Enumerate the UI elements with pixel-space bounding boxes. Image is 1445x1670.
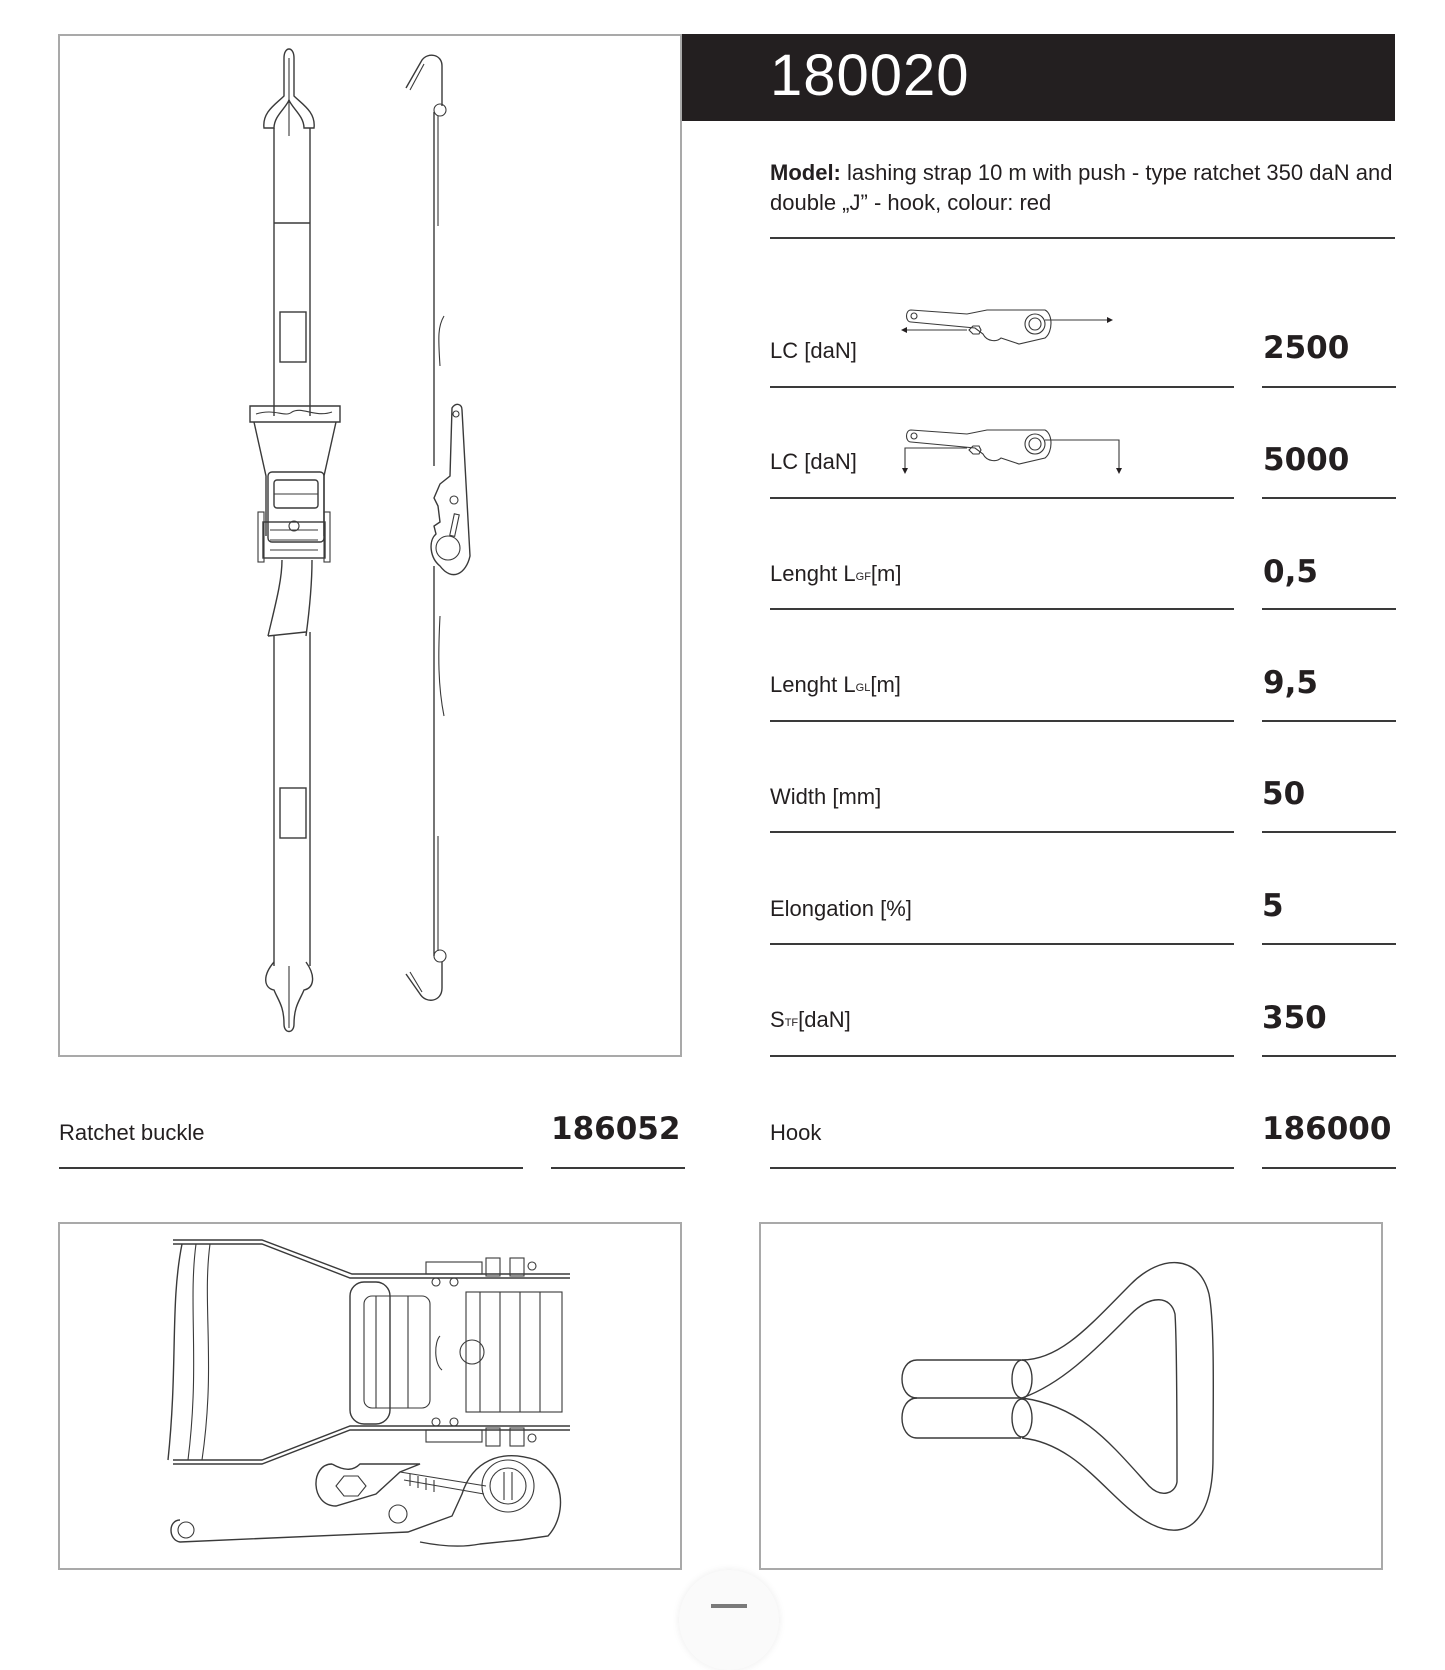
label-unit: [m] <box>870 672 901 697</box>
ratchet-buckle-drawing <box>60 1224 680 1568</box>
divider <box>1262 720 1396 722</box>
product-title-bar <box>682 34 1395 121</box>
divider <box>770 386 1234 388</box>
double-j-hook-drawing <box>761 1224 1381 1568</box>
spec-value: 350 <box>1262 1000 1327 1036</box>
hook-drawing-frame <box>759 1222 1383 1570</box>
model-label: Model: <box>770 160 841 185</box>
bottom-hook-front <box>266 962 313 1032</box>
spec-value: 5 <box>1262 888 1284 924</box>
collapse-button[interactable] <box>679 1570 779 1670</box>
component-label: Ratchet buckle <box>59 1120 205 1145</box>
spec-label: LC [daN] <box>770 338 857 363</box>
spec-value: 9,5 <box>1263 665 1318 701</box>
spec-label: Elongation [%] <box>770 896 912 921</box>
ratchet-buckle-drawing-frame <box>58 1222 682 1570</box>
label-main: Lenght L <box>770 672 856 697</box>
divider <box>770 237 1395 239</box>
product-code: 180020 <box>770 43 970 108</box>
divider <box>1262 1055 1396 1057</box>
label-main: S <box>770 1007 785 1032</box>
divider <box>770 608 1234 610</box>
strap-side-view <box>406 55 470 1000</box>
strap-tail <box>268 560 282 636</box>
divider <box>770 1055 1234 1057</box>
ratchet-straight-pull-icon <box>897 304 1127 354</box>
spec-label: Width [mm] <box>770 784 882 809</box>
divider <box>1262 831 1396 833</box>
divider <box>1262 943 1396 945</box>
ratchet-loop-pull-icon <box>897 424 1127 480</box>
strap-drawing-frame <box>58 34 682 1057</box>
lashing-strap-drawing <box>60 36 680 1055</box>
component-label: Hook <box>770 1120 822 1145</box>
label-subscript: TF <box>784 1017 799 1029</box>
spec-label <box>770 672 901 698</box>
divider <box>770 1167 1234 1169</box>
spec-value: 0,5 <box>1263 554 1318 590</box>
label-subscript: GL <box>855 682 871 694</box>
divider <box>1262 1167 1396 1169</box>
divider <box>770 497 1234 499</box>
label-main: Lenght L <box>770 561 856 586</box>
divider <box>1262 386 1396 388</box>
component-value: 186052 <box>551 1111 681 1147</box>
spec-label <box>770 1007 851 1033</box>
label-patch <box>280 312 306 362</box>
label-unit: [daN] <box>798 1007 851 1032</box>
divider <box>551 1167 685 1169</box>
spec-label <box>770 561 901 587</box>
spec-label: LC [daN] <box>770 449 857 474</box>
spec-value: 5000 <box>1263 442 1350 478</box>
model-description <box>770 158 1395 218</box>
label-unit: [m] <box>870 561 902 586</box>
model-text: lashing strap 10 m with push - type ratchet 350 daN and double „J” - hook, colour: red <box>770 160 1393 215</box>
minus-icon <box>711 1604 747 1608</box>
component-value: 186000 <box>1262 1111 1392 1147</box>
divider <box>1262 497 1396 499</box>
spec-value: 50 <box>1262 776 1306 812</box>
ratchet-front <box>250 406 340 562</box>
top-hook-front <box>264 49 314 136</box>
divider <box>59 1167 523 1169</box>
divider <box>770 831 1234 833</box>
label-subscript: GF <box>855 571 871 583</box>
divider <box>770 943 1234 945</box>
divider <box>1262 608 1396 610</box>
divider <box>770 720 1234 722</box>
spec-value: 2500 <box>1263 330 1350 366</box>
